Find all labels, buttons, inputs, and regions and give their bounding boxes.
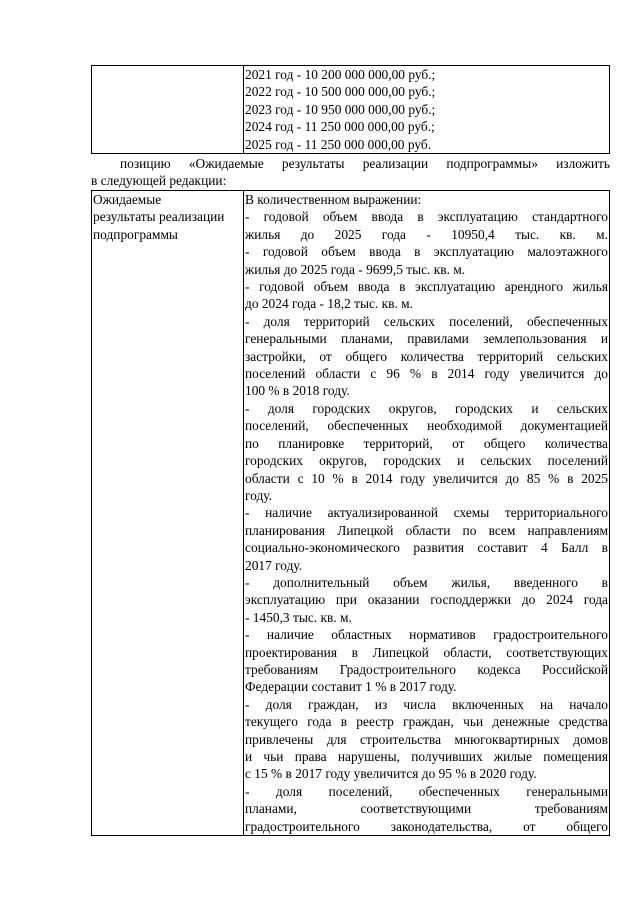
result-line: поселений, обеспеченных необходимой документацией	[245, 418, 608, 434]
budget-line: 2023 год - 10 950 000 000,00 руб.;	[245, 101, 436, 117]
result-line: проектирования в Липецкой области, соответствующих	[245, 644, 608, 660]
intro-line: позицию «Ожидаемые результаты реализации подпрограммы» изложить	[120, 156, 610, 171]
label-line: результаты реализации	[93, 209, 225, 225]
budget-line: 2025 год - 11 250 000 000,00 руб.	[245, 136, 432, 152]
result-line: привлечены для строительства мнюгоквартирных домов	[245, 731, 608, 747]
result-line: - доля граждан, из числа включенных на начало	[245, 696, 608, 712]
table-row	[92, 66, 610, 154]
budget-years-cell	[244, 66, 610, 154]
results-content-cell	[244, 191, 610, 836]
result-line: планирования Липецкой области по всем направлениям	[245, 522, 608, 538]
result-line: 100 % в 2018 году.	[245, 383, 350, 399]
result-line: - годовой объем ввода в эксплуатацию стандартного	[245, 209, 608, 225]
result-line: генеральными планами, правилами землепользования и	[245, 331, 608, 347]
result-line: поселений области с 96 % в 2014 году увеличится до	[245, 366, 608, 382]
budget-label-cell	[92, 66, 244, 154]
result-line: - доля городских округов, городских и сельских	[245, 400, 608, 416]
result-line: жилья до 2025 года - 9699,5 тыс. кв. м.	[245, 261, 466, 277]
budget-line: 2024 год - 11 250 000 000,00 руб.;	[245, 119, 435, 135]
result-line: - 1450,3 тыс. кв. м.	[245, 609, 352, 625]
result-line: - годовой объем ввода в эксплуатацию малоэтажного	[245, 244, 608, 260]
result-line: с 15 % в 2017 году увеличится до 95 % в 2020 году.	[245, 766, 537, 782]
budget-line: 2022 год - 10 500 000 000,00 руб.;	[245, 84, 436, 100]
label-line: Ожидаемые	[93, 192, 162, 207]
result-line: - наличие актуализированной схемы территориального	[245, 505, 608, 521]
result-line: и чьи права нарушены, получивших жилые помещения	[245, 749, 608, 764]
result-line: Федерации составит 1 % в 2017 году.	[245, 679, 457, 695]
result-line: - дополнительный объем жилья, введенного в	[245, 574, 608, 590]
result-line: - наличие областных нормативов градостроительного	[245, 627, 608, 643]
label-line: подпрограммы	[93, 226, 178, 242]
result-line: - доля территорий сельских поселений, обеспеченных	[245, 313, 608, 329]
result-line: до 2024 года - 18,2 тыс. кв. м.	[245, 296, 413, 312]
result-line: - годовой объем ввода в эксплуатацию арендного жилья	[245, 279, 608, 295]
result-line: городских округов, городских и сельских поселений	[245, 453, 608, 469]
table-row	[92, 191, 610, 836]
result-line: 2017 году.	[245, 557, 303, 573]
result-line: по планировке территорий, от общего количества	[245, 435, 608, 451]
result-line: году.	[245, 487, 272, 503]
result-line: текущего года в реестр граждан, чьи денежные средства	[245, 714, 608, 730]
result-line: социально-экономического развития составит 4 Балл в	[245, 540, 608, 556]
result-line: области с 10 % в 2014 году увеличится до 85 % в 2025	[245, 470, 608, 486]
result-line: застройки, от общего количества территорий сельских	[245, 348, 608, 364]
result-line: градостроительного законодательства, от общего	[245, 818, 608, 834]
result-line: В количественном выражении:	[245, 192, 422, 207]
result-line: эксплуатацию при оказании господдержки до 2024 года	[245, 592, 608, 608]
result-line: планами, соответствующими требованиям	[245, 801, 608, 817]
intro-line: в следующей редакции:	[91, 173, 227, 189]
expected-results-table	[91, 190, 610, 836]
budget-table	[91, 65, 610, 154]
result-line: - доля поселений, обеспеченных генеральными	[245, 783, 608, 799]
budget-line: 2021 год - 10 200 000 000,00 руб.;	[245, 67, 436, 82]
intro-paragraph	[91, 155, 610, 190]
result-line: жилья до 2025 года - 10950,4 тыс. кв. м.	[245, 226, 608, 242]
result-line: требованиям Градостроительного кодекса Российской	[245, 661, 608, 677]
results-label-cell	[92, 191, 244, 836]
